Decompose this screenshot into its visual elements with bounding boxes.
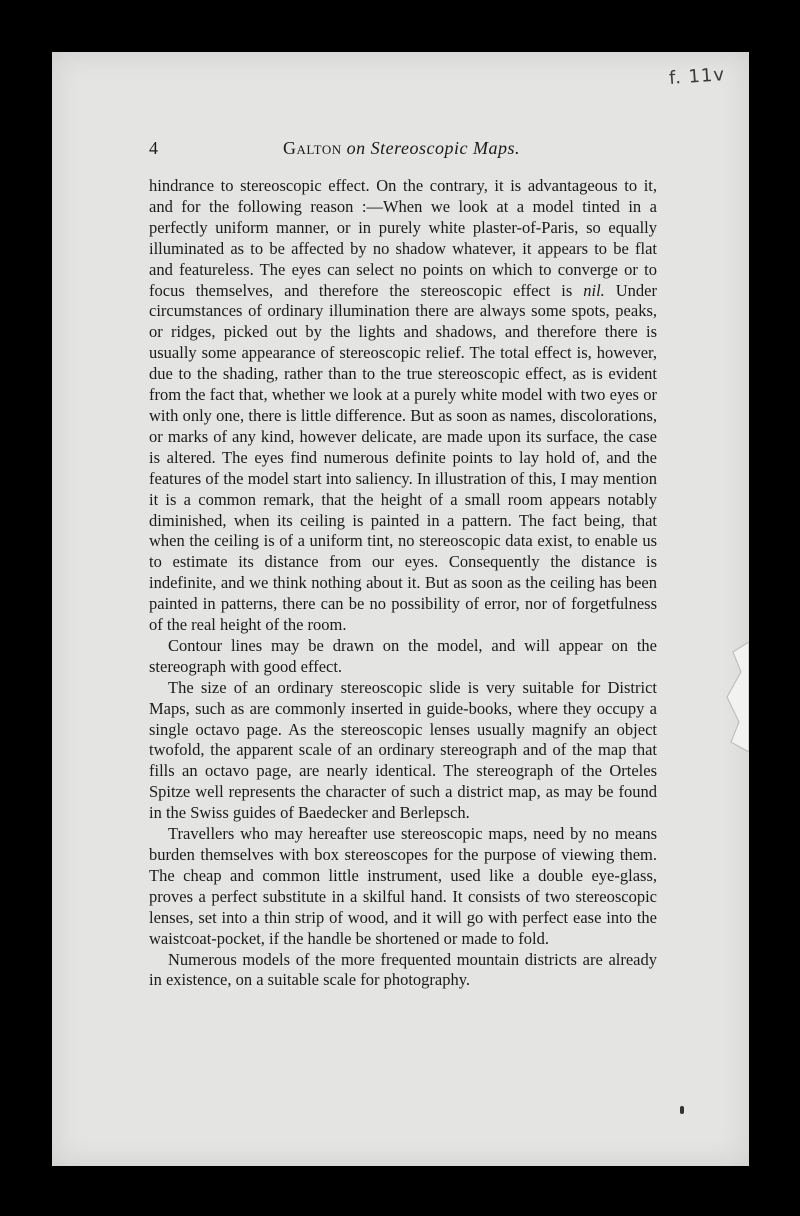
body-text <box>149 176 657 991</box>
page-number: 4 <box>149 138 158 158</box>
page-title <box>149 138 654 159</box>
document-page <box>52 52 749 1166</box>
ink-mark <box>680 1106 684 1114</box>
paragraph-3: The size of an ordinary stereoscopic slide is very suitable for District Maps, such as are commonly inserted in guide-books, where they occupy a single octavo page. As the stereoscopic lenses usually magnify an object twofold, the apparent scale of an ordinary stereograph and of the map that fills an octavo page, are nearly identical. The stereograph of the Orteles Spitze well represents the character of such a district map, as may be found in the Swiss guides of Baedecker and Berlepsch. <box>149 677 657 823</box>
title-author: Galton <box>283 138 342 158</box>
paragraph-2: Contour lines may be drawn on the model, and will appear on the stereograph with good effect. <box>149 635 657 676</box>
paragraph-1-part-b: Under circumstances of ordinary illumination there are always some spots, peaks, or ridges, picked out by the lights and shadows, and therefore there is usually some appearance of stereoscopic relief. The total effect is, however, due to the shading, rather than to the true stereoscopic effect, as is evident from the fact that, whether we look at a purely white model with two eyes or with only one, there is little difference. But as soon as names, discolorations, or marks of any kind, however delicate, are made upon its surface, the case is altered. The eyes find numerous definite points to lay hold of, and the features of the model start into saliency. In illustration of this, I may mention it is a common remark, that the height of a small room appears notably diminished, when its ceiling is painted in a pattern. The fact being, that when the ceiling is of a uniform tint, no stereoscopic data exist, to enable us to estimate its distance from our eyes. Consequently the distance is indefinite, and we think nothing about it. But as soon as the ceiling has been painted in patterns, there can be no possibility of error, nor of forgetfulness of the real height of the room. <box>149 280 657 635</box>
paragraph-1-emphasis: nil. <box>583 280 605 300</box>
paragraph-4: Travellers who may hereafter use stereoscopic maps, need by no means burden themselves with box stereoscopes for the purpose of viewing them. The cheap and common little instrument, used like a double eye-glass, proves a perfect substitute in a skilful hand. It consists of two stereoscopic lenses, set into a thin strip of wood, and it will go with perfect ease into the waistcoat-pocket, if the handle be shortened or made to fold. <box>149 824 657 948</box>
paragraph-5: Numerous models of the more frequented mountain districts are already in existence, on a suitable scale for photography. <box>149 949 657 990</box>
title-subject: Stereoscopic Maps. <box>370 138 520 158</box>
paragraph-1-part-a: hindrance to stereoscopic effect. On the contrary, it is advantageous to it, and for the following reason :—When we look at a model tinted in a perfectly uniform manner, or in purely white plaster-of-Paris, so equally illuminated as to be affected by no shadow whatever, it appears to be flat and featureless. The eyes can select no points on which to converge or to focus themselves, and therefore the stereoscopic effect is <box>149 176 657 300</box>
torn-paper-edge <box>719 642 749 752</box>
folio-annotation: f. 11v <box>668 64 726 89</box>
running-head <box>149 138 654 164</box>
paragraph-1 <box>149 176 657 636</box>
title-connector: on <box>346 138 366 158</box>
